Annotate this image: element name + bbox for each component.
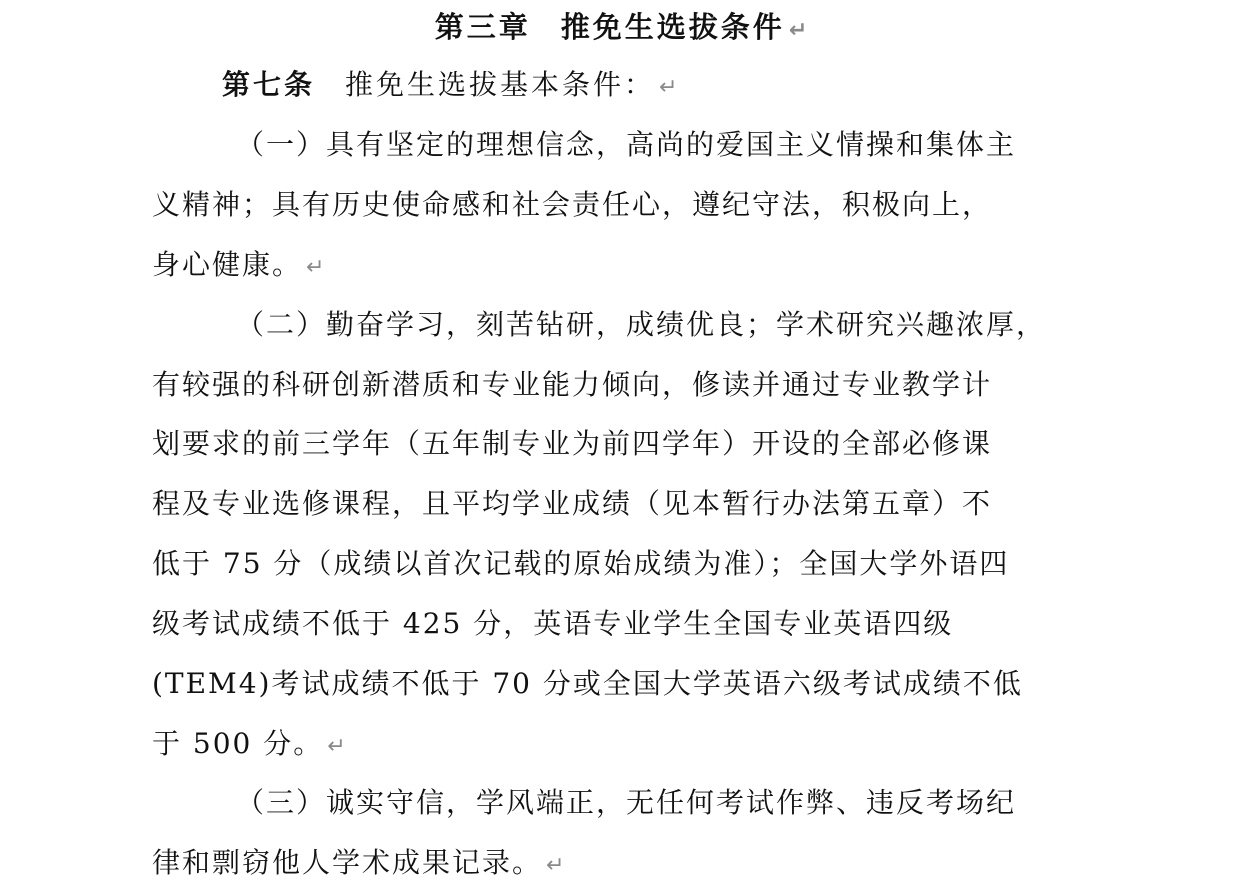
article-number: 第七条	[222, 68, 316, 101]
text-line: 低于 75 分（成绩以首次记载的原始成绩为准）；全国大学外语四	[152, 547, 1010, 580]
paragraph-mark-icon: ↵	[546, 853, 567, 878]
text-line: 身心健康。 ↵	[152, 248, 327, 281]
paragraph-mark-icon: ↵	[306, 255, 327, 280]
chapter-number: 第三章	[434, 10, 531, 44]
text-line: 级考试成绩不低于 425 分，英语专业学生全国专业英语四级	[152, 607, 954, 640]
text-line: （一）具有坚定的理想信念，高尚的爱国主义情操和集体主	[236, 128, 1017, 161]
text-line: （三）诚实守信，学风端正，无任何考试作弊、违反考场纪	[236, 786, 1017, 819]
chapter-title	[0, 4, 1245, 54]
text-line: 义精神；具有历史使命感和社会责任心，遵纪守法，积极向上，	[152, 188, 993, 221]
text-line: (TEM4)考试成绩不低于 70 分或全国大学英语六级考试成绩不低	[152, 667, 1023, 700]
text-line: 有较强的科研创新潜质和专业能力倾向，修读并通过专业教学计	[152, 368, 993, 401]
text-line: 于 500 分。 ↵	[152, 727, 348, 760]
paragraph-mark-icon: ↵	[788, 18, 811, 43]
text-line: 律和剽窃他人学术成果记录。 ↵	[152, 846, 567, 879]
paragraph-mark-icon: ↵	[327, 734, 348, 759]
article-heading-text: 推免生选拔基本条件：	[345, 68, 656, 101]
chapter-title-text: 推免生选拔条件	[560, 10, 785, 44]
text-line: 划要求的前三学年（五年制专业为前四学年）开设的全部必修课	[152, 427, 993, 460]
paragraph-mark-icon: ↵	[659, 75, 681, 100]
text-line: 程及专业选修课程，且平均学业成绩（见本暂行办法第五章）不	[152, 487, 993, 520]
text-line: （二）勤奋学习，刻苦钻研，成绩优良；学术研究兴趣浓厚，	[236, 308, 1047, 341]
article-heading	[222, 62, 680, 111]
